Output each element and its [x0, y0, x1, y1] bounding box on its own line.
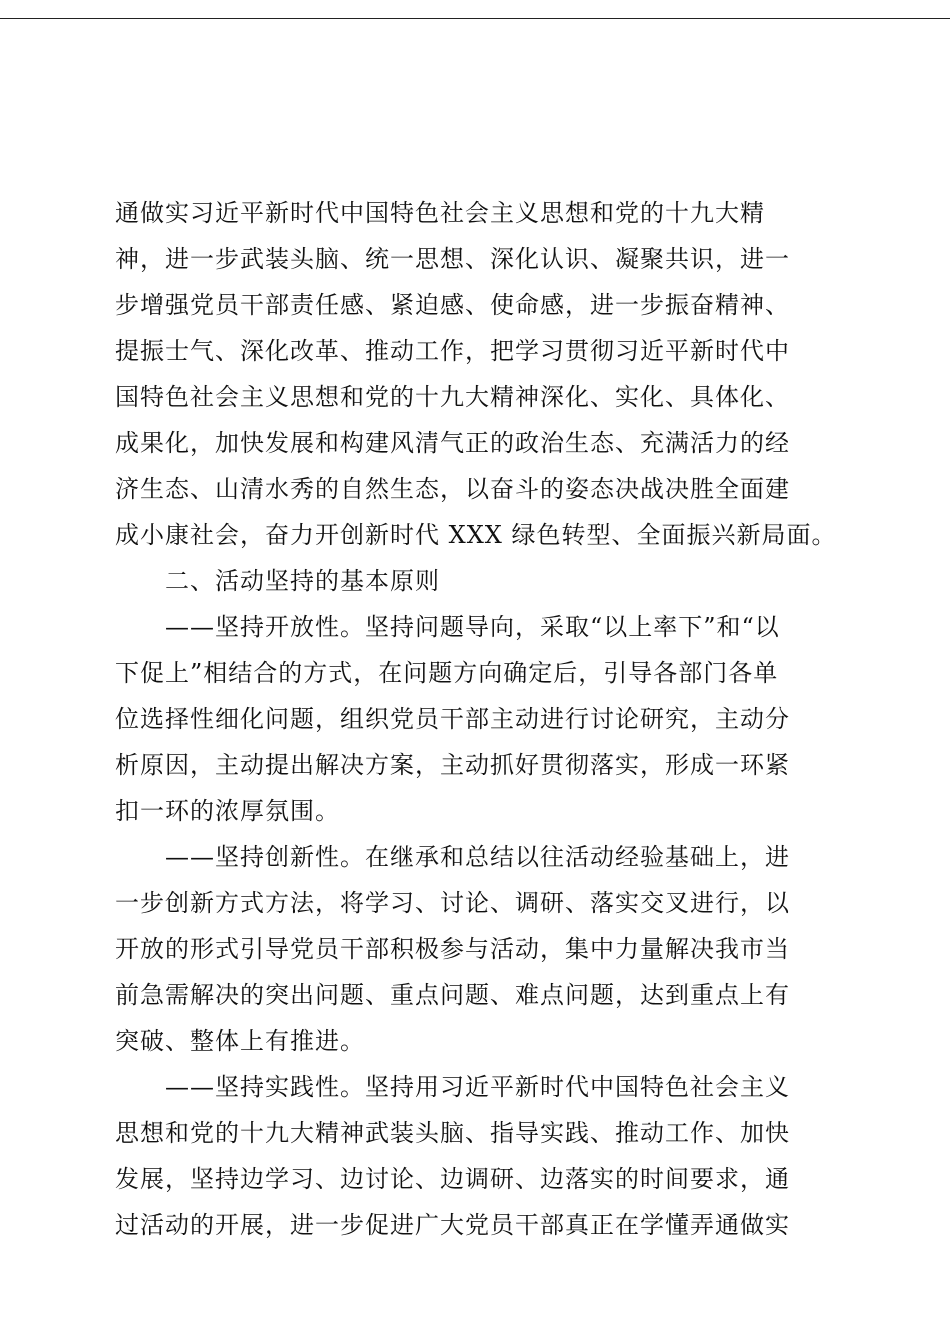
text-line: 成小康社会，奋力开创新时代 XXX 绿色转型、全面振兴新局面。 — [115, 521, 837, 549]
text-line: 通做实习近平新时代中国特色社会主义思想和党的十九大精 — [115, 199, 765, 227]
text-line: 开放的形式引导党员干部积极参与活动，集中力量解决我市当 — [115, 935, 790, 963]
text-line: 突破、整体上有推进。 — [115, 1027, 365, 1055]
text-line: 思想和党的十九大精神武装头脑、指导实践、推动工作、加快 — [115, 1119, 790, 1147]
text-line: 过活动的开展，进一步促进广大党员干部真正在学懂弄通做实 — [115, 1211, 790, 1239]
text-line: 下促上”相结合的方式，在问题方向确定后，引导各部门各单 — [115, 659, 779, 687]
text-line: 发展，坚持边学习、边讨论、边调研、边落实的时间要求，通 — [115, 1165, 790, 1193]
text-line: 析原因，主动提出解决方案，主动抓好贯彻落实，形成一环紧 — [115, 751, 790, 779]
text-line: 步增强党员干部责任感、紧迫感、使命感，进一步振奋精神、 — [115, 291, 790, 319]
text-line: 济生态、山清水秀的自然生态，以奋斗的姿态决战决胜全面建 — [115, 475, 790, 503]
section-heading: 二、活动坚持的基本原则 — [115, 567, 440, 595]
text-line: 前急需解决的突出问题、重点问题、难点问题，达到重点上有 — [115, 981, 790, 1009]
text-line: 提振士气、深化改革、推动工作，把学习贯彻习近平新时代中 — [115, 337, 790, 365]
text-line: ——坚持创新性。在继承和总结以往活动经验基础上，进 — [115, 843, 790, 871]
text-line: ——坚持实践性。坚持用习近平新时代中国特色社会主义 — [115, 1073, 790, 1101]
text-line: ——坚持开放性。坚持问题导向，采取“以上率下”和“以 — [115, 613, 780, 641]
text-line: 成果化，加快发展和构建风清气正的政治生态、充满活力的经 — [115, 429, 790, 457]
text-line: 一步创新方式方法，将学习、讨论、调研、落实交叉进行，以 — [115, 889, 790, 917]
text-line: 扣一环的浓厚氛围。 — [115, 797, 340, 825]
text-line: 位选择性细化问题，组织党员干部主动进行讨论研究，主动分 — [115, 705, 790, 733]
text-line: 国特色社会主义思想和党的十九大精神深化、实化、具体化、 — [115, 383, 790, 411]
text-line: 神，进一步武装头脑、统一思想、深化认识、凝聚共识，进一 — [115, 245, 790, 273]
header-rule — [0, 18, 950, 19]
document-body — [115, 190, 835, 1248]
